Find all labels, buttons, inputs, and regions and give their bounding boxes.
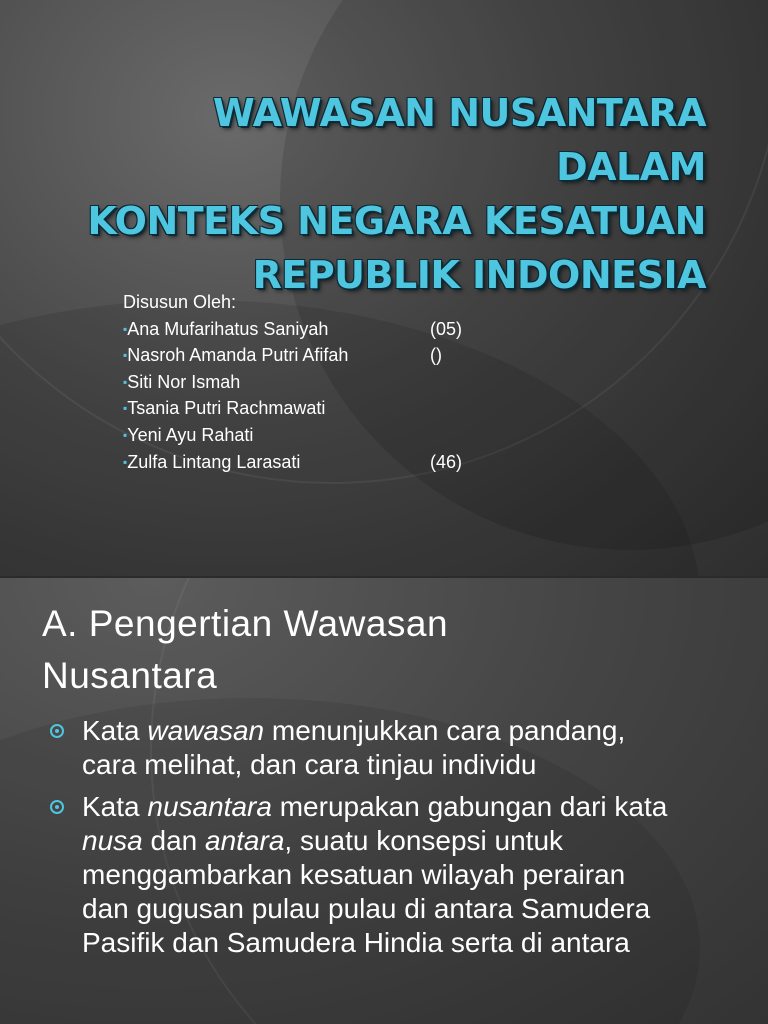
author-name: ▪Nasroh Amanda Putri Afifah [123,345,349,366]
bullet-icon: ▪ [123,401,128,416]
slide-title [66,86,706,302]
bullet-icon: ▪ [123,454,128,469]
authors-block [123,289,462,475]
title-line: REPUBLIK INDONESIA [252,253,706,297]
content-bullet-list [48,714,668,968]
author-row [123,342,462,369]
author-name: ▪Siti Nor Ismah [123,371,241,392]
author-name: ▪Ana Mufarihatus Saniyah [123,318,329,339]
author-row [123,422,462,449]
author-row [123,395,462,422]
author-name: ▪Yeni Ayu Rahati [123,424,254,445]
section-heading: A. Pengertian Wawasan Nusantara [42,603,449,696]
title-line: WAWASAN NUSANTARA DALAM [212,91,706,189]
author-name: ▪Tsania Putri Rachmawati [123,398,326,419]
author-number: () [430,345,442,366]
target-bullet-icon [50,724,64,738]
author-number: (05) [430,318,463,339]
list-item: Kata wawasan menunjukkan cara pandang, cara melihat, dan cara tinjau individu [48,714,668,782]
author-number: (46) [430,451,463,472]
list-item: Kata nusantara merupakan gabungan dari kata nusa dan antara, suatu konsepsi untuk menggambarkan kesatuan wilayah perairan dan gugusan pulau pulau di antara Samudera Pasifik dan Samudera Hindia serta di antara [48,790,668,960]
author-row [123,449,462,476]
author-row [123,369,462,396]
bullet-icon: ▪ [123,321,128,336]
authors-heading: Disusun Oleh: [123,292,237,312]
author-name: ▪Zulfa Lintang Larasati [123,451,301,472]
target-bullet-icon [50,800,64,814]
title-line: KONTEKS NEGARA KESATUAN [87,199,706,243]
bullet-icon: ▪ [123,374,128,389]
bullet-icon: ▪ [123,348,128,363]
author-row [123,316,462,343]
bullet-icon: ▪ [123,427,128,442]
